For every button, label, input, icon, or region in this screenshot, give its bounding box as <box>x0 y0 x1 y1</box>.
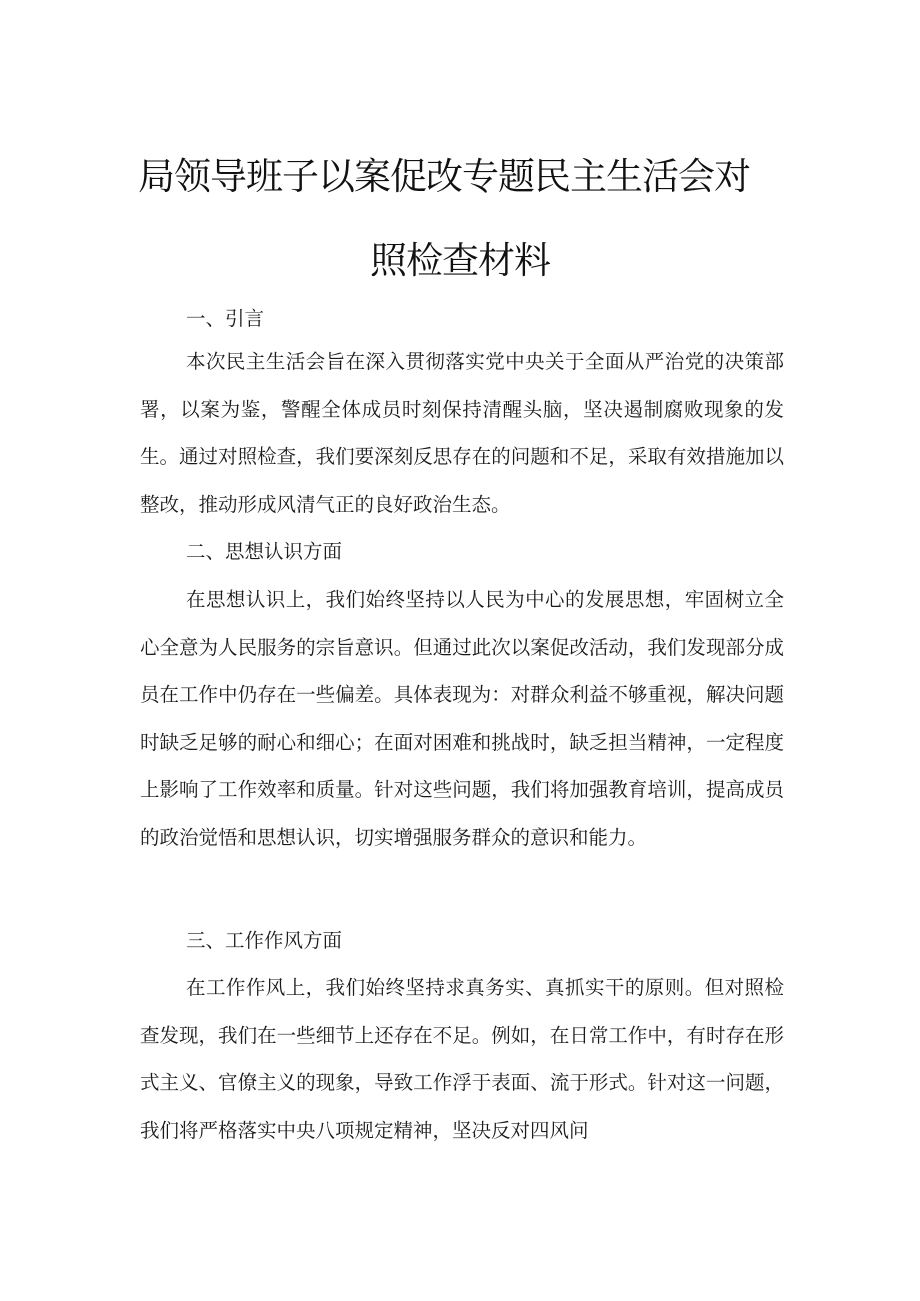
document-title-line-1: 局领导班子以案促改专题民主生活会对 <box>138 155 750 198</box>
document-title-line-2: 照检查材料 <box>370 239 550 282</box>
section-heading-introduction: 一、引言 <box>186 307 265 330</box>
section-paragraph-introduction: 本次民主生活会旨在深入贯彻落实党中央关于全面从严治党的决策部署，以案为鉴，警醒全体成员时刻保持清醒头脑，坚决遏制腐败现象的发生。通过对照检查，我们要深刻反思存在的问题和不足，采取有效措施加以整改，推动形成风清气正的良好政治生态。 <box>140 350 784 516</box>
section-heading-work-style: 三、工作作风方面 <box>186 929 343 952</box>
section-heading-ideology: 二、思想认识方面 <box>186 540 343 563</box>
section-paragraph-ideology: 在思想认识上，我们始终坚持以人民为中心的发展思想，牢固树立全心全意为人民服务的宗旨意识。但通过此次以案促改活动，我们发现部分成员在工作中仍存在一些偏差。具体表现为：对群众利益不够重视，解决问题时缺乏足够的耐心和细心；在面对困难和挑战时，缺乏担当精神，一定程度上影响了工作效率和质量。针对这些问题，我们将加强教育培训，提高成员的政治觉悟和思想认识，切实增强服务群众的意识和能力。 <box>140 588 784 849</box>
section-paragraph-work-style: 在工作作风上，我们始终坚持求真务实、真抓实干的原则。但对照检查发现，我们在一些细节上还存在不足。例如，在日常工作中，有时存在形式主义、官僚主义的现象，导致工作浮于表面、流于形式。针对这一问题，我们将严格落实中央八项规定精神，坚决反对四风问 <box>140 976 784 1142</box>
